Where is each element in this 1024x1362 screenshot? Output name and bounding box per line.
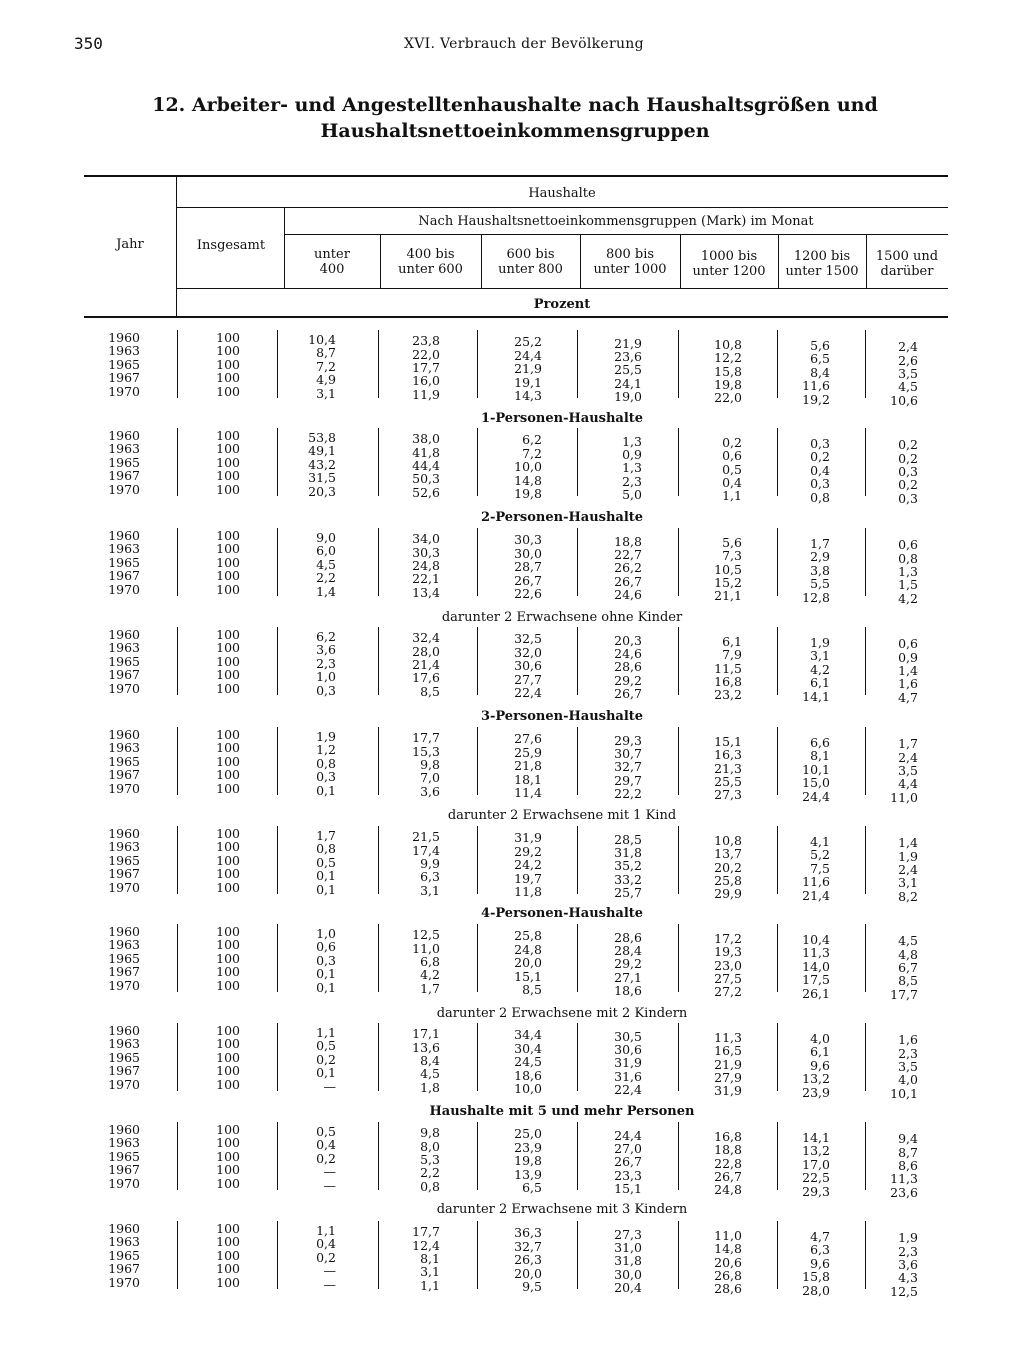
column-rule [477, 1122, 478, 1190]
value-column-7: 0,2 0,2 0,3 0,2 0,3 [898, 437, 918, 506]
column-rule [277, 528, 278, 596]
column-rule [777, 826, 778, 894]
column-rule [177, 826, 178, 894]
value-column-4: 30,5 30,6 31,9 31,6 22,4 [614, 1028, 642, 1098]
table-title-line-1: 12. Arbeiter- und Angestelltenhaushalte nach Haushaltsgrößen und [152, 94, 878, 116]
column-rule [577, 1023, 578, 1091]
column-rule [678, 330, 679, 398]
value-column-6: 4,1 5,2 7,5 11,6 21,4 [802, 834, 830, 903]
value-column-3: 36,3 32,7 26,3 20,0 9,5 [514, 1225, 542, 1295]
column-rule [777, 1023, 778, 1091]
column-rule [277, 627, 278, 695]
column-rule [477, 528, 478, 596]
column-rule [777, 924, 778, 992]
value-column-1: 1,1 0,5 0,2 0,1 — [316, 1025, 336, 1094]
column-rule [177, 1221, 178, 1289]
value-column-7: 0,6 0,9 1,4 1,6 4,7 [898, 636, 918, 705]
value-column-2: 17,7 15,3 9,8 7,0 3,6 [412, 730, 440, 799]
column-rule [865, 1122, 866, 1190]
value-column-2: 9,8 8,0 5,3 2,2 0,8 [420, 1125, 440, 1194]
value-column-5: 15,1 16,3 21,3 25,5 27,3 [714, 733, 742, 803]
header-group-1200-1500: 1200 bis unter 1500 [785, 249, 859, 279]
value-column-4: 24,4 27,0 26,7 23,3 15,1 [614, 1127, 642, 1197]
section-label: 2-Personen-Haushalte [480, 510, 644, 525]
section-label: 1-Personen-Haushalte [480, 411, 644, 426]
header-rule-haushalte [176, 207, 948, 208]
page-number: 350 [74, 34, 103, 53]
header-nach-gruppen: Nach Haushaltsnettoeinkommensgruppen (Mark) im Monat [418, 214, 814, 229]
header-haushalte: Haushalte [528, 186, 596, 201]
column-rule [678, 1221, 679, 1289]
value-column-6: 10,4 11,3 14,0 17,5 26,1 [802, 932, 830, 1001]
column-rule [177, 1023, 178, 1091]
column-rule [277, 330, 278, 398]
column-rule [378, 1122, 379, 1190]
column-rule [865, 528, 866, 596]
column-rule [277, 1221, 278, 1289]
header-group-1000-1200: 1000 bis unter 1200 [692, 249, 766, 279]
column-rule [577, 727, 578, 795]
column-rule [378, 924, 379, 992]
column-rule [678, 727, 679, 795]
header-jahr: Jahr [116, 237, 144, 252]
insgesamt-column: 100 100 100 100 100 [216, 727, 240, 796]
year-column: 1960 1963 1965 1967 1970 [108, 727, 140, 796]
year-column: 1960 1963 1965 1967 1970 [108, 428, 140, 497]
column-rule [277, 1122, 278, 1190]
value-column-2: 34,0 30,3 24,8 22,1 13,4 [412, 531, 440, 600]
column-rule [577, 924, 578, 992]
value-column-1: 1,0 0,6 0,3 0,1 0,1 [316, 926, 336, 995]
value-column-1: 6,2 3,6 2,3 1,0 0,3 [316, 629, 336, 698]
column-rule [678, 924, 679, 992]
column-rule [777, 1122, 778, 1190]
header-rule-groups [284, 234, 948, 235]
value-column-1: 1,7 0,8 0,5 0,1 0,1 [316, 828, 336, 897]
column-rule [777, 528, 778, 596]
value-column-7: 1,7 2,4 3,5 4,4 11,0 [890, 736, 918, 805]
column-rule [378, 727, 379, 795]
column-rule [477, 727, 478, 795]
insgesamt-column: 100 100 100 100 100 [216, 1221, 240, 1290]
year-column: 1960 1963 1965 1967 1970 [108, 826, 140, 895]
column-rule [577, 826, 578, 894]
year-column: 1960 1963 1965 1967 1970 [108, 1023, 140, 1092]
column-rule [777, 627, 778, 695]
column-rule [577, 627, 578, 695]
column-rule [865, 627, 866, 695]
column-rule [678, 1122, 679, 1190]
value-column-4: 27,3 31,0 31,8 30,0 20,4 [614, 1226, 642, 1296]
value-column-3: 31,9 29,2 24,2 19,7 11,8 [514, 830, 542, 900]
value-column-6: 4,0 6,1 9,6 13,2 23,9 [802, 1031, 830, 1100]
value-column-3: 6,2 7,2 10,0 14,8 19,8 [514, 432, 542, 502]
value-column-6: 1,7 2,9 3,8 5,5 12,8 [802, 536, 830, 605]
insgesamt-column: 100 100 100 100 100 [216, 826, 240, 895]
column-rule [177, 627, 178, 695]
value-column-5: 10,8 12,2 15,8 19,8 22,0 [714, 336, 742, 406]
value-column-5: 11,0 14,8 20,6 26,8 28,6 [714, 1227, 742, 1297]
header-bottom-rule [84, 316, 948, 318]
insgesamt-column: 100 100 100 100 100 [216, 1023, 240, 1092]
column-rule [277, 727, 278, 795]
value-column-4: 1,3 0,9 1,3 2,3 5,0 [622, 433, 642, 503]
column-rule [177, 1122, 178, 1190]
value-column-3: 25,0 23,9 19,8 13,9 6,5 [514, 1126, 542, 1196]
value-column-6: 1,9 3,1 4,2 6,1 14,1 [802, 635, 830, 704]
column-rule [378, 826, 379, 894]
column-rule [378, 428, 379, 496]
value-column-7: 4,5 4,8 6,7 8,5 17,7 [890, 933, 918, 1002]
value-column-5: 10,8 13,7 20,2 25,8 29,9 [714, 832, 742, 902]
table-title [120, 92, 910, 144]
insgesamt-column: 100 100 100 100 100 [216, 1122, 240, 1191]
value-column-6: 14,1 13,2 17,0 22,5 29,3 [802, 1130, 830, 1199]
value-column-2: 21,5 17,4 9,9 6,3 3,1 [412, 829, 440, 898]
insgesamt-column: 100 100 100 100 100 [216, 627, 240, 696]
value-column-3: 27,6 25,9 21,8 18,1 11,4 [514, 731, 542, 801]
year-column: 1960 1963 1965 1967 1970 [108, 330, 140, 399]
column-rule [177, 528, 178, 596]
column-rule [678, 826, 679, 894]
column-rule [277, 428, 278, 496]
column-rule [177, 428, 178, 496]
value-column-1: 53,8 49,1 43,2 31,5 20,3 [308, 430, 336, 499]
column-rule [477, 826, 478, 894]
value-column-6: 5,6 6,5 8,4 11,6 19,2 [802, 338, 830, 407]
column-rule [865, 428, 866, 496]
value-column-3: 34,4 30,4 24,5 18,6 10,0 [514, 1027, 542, 1097]
column-rule [378, 1023, 379, 1091]
column-rule [678, 428, 679, 496]
column-rule [378, 528, 379, 596]
value-column-6: 6,6 8,1 10,1 15,0 24,4 [802, 735, 830, 804]
value-column-3: 30,3 30,0 28,7 26,7 22,6 [514, 532, 542, 602]
value-column-4: 29,3 30,7 32,7 29,7 22,2 [614, 732, 642, 802]
value-column-3: 32,5 32,0 30,6 27,7 22,4 [514, 631, 542, 701]
column-rule [577, 528, 578, 596]
section-label: darunter 2 Erwachsene ohne Kinder [441, 610, 683, 625]
column-rule [177, 330, 178, 398]
column-rule [865, 727, 866, 795]
year-column: 1960 1963 1965 1967 1970 [108, 528, 140, 597]
table-title-line-2: Haushaltsnettoeinkommensgruppen [320, 120, 710, 142]
column-rule [378, 1221, 379, 1289]
value-column-5: 11,3 16,5 21,9 27,9 31,9 [714, 1029, 742, 1099]
header-rule-prozent [176, 288, 948, 289]
column-rule [477, 924, 478, 992]
header-group-1500-plus: 1500 und darüber [875, 249, 939, 279]
insgesamt-column: 100 100 100 100 100 [216, 330, 240, 399]
running-head: XVI. Verbrauch der Bevölkerung [404, 36, 644, 52]
value-column-6: 0,3 0,2 0,4 0,3 0,8 [810, 436, 830, 505]
header-insgesamt: Insgesamt [196, 238, 266, 253]
section-label: 3-Personen-Haushalte [480, 709, 644, 724]
column-rule [865, 826, 866, 894]
column-rule [678, 528, 679, 596]
value-column-2: 32,4 28,0 21,4 17,6 8,5 [412, 630, 440, 699]
value-column-7: 9,4 8,7 8,6 11,3 23,6 [890, 1131, 918, 1200]
column-rule [277, 924, 278, 992]
value-column-1: 0,5 0,4 0,2 — — [316, 1124, 336, 1193]
header-group-unter-400: unter 400 [314, 247, 350, 277]
column-rule [865, 924, 866, 992]
value-column-1: 10,4 8,7 7,2 4,9 3,1 [308, 332, 336, 401]
value-column-4: 18,8 22,7 26,2 26,7 24,6 [614, 533, 642, 603]
column-rule [577, 1122, 578, 1190]
value-column-4: 20,3 24,6 28,6 29,2 26,7 [614, 632, 642, 702]
insgesamt-column: 100 100 100 100 100 [216, 428, 240, 497]
value-column-2: 17,7 12,4 8,1 3,1 1,1 [412, 1224, 440, 1293]
value-column-7: 0,6 0,8 1,3 1,5 4,2 [898, 537, 918, 606]
column-rule [477, 1023, 478, 1091]
column-rule [577, 428, 578, 496]
column-rule [678, 1023, 679, 1091]
value-column-7: 1,4 1,9 2,4 3,1 8,2 [898, 835, 918, 904]
value-column-1: 9,0 6,0 4,5 2,2 1,4 [316, 530, 336, 599]
column-rule [577, 330, 578, 398]
year-column: 1960 1963 1965 1967 1970 [108, 627, 140, 696]
value-column-5: 16,8 18,8 22,8 26,7 24,8 [714, 1128, 742, 1198]
value-column-3: 25,2 24,4 21,9 19,1 14,3 [514, 334, 542, 404]
value-column-7: 1,9 2,3 3,6 4,3 12,5 [890, 1230, 918, 1299]
section-label: 4-Personen-Haushalte [480, 906, 644, 921]
column-rule [777, 330, 778, 398]
value-column-2: 17,1 13,6 8,4 4,5 1,8 [412, 1026, 440, 1095]
year-column: 1960 1963 1965 1967 1970 [108, 924, 140, 993]
column-rule [277, 1023, 278, 1091]
column-rule [865, 1023, 866, 1091]
column-rule [777, 1221, 778, 1289]
section-label: darunter 2 Erwachsene mit 3 Kindern [436, 1202, 688, 1217]
column-rule [477, 627, 478, 695]
header-group-400-600: 400 bis unter 600 [398, 247, 463, 277]
column-rule [865, 330, 866, 398]
column-rule [577, 1221, 578, 1289]
year-column: 1960 1963 1965 1967 1970 [108, 1221, 140, 1290]
value-column-2: 12,5 11,0 6,8 4,2 1,7 [412, 927, 440, 996]
value-column-5: 17,2 19,3 23,0 27,5 27,2 [714, 930, 742, 1000]
value-column-7: 2,4 2,6 3,5 4,5 10,6 [890, 339, 918, 408]
value-column-2: 38,0 41,8 44,4 50,3 52,6 [412, 431, 440, 500]
value-column-4: 21,9 23,6 25,5 24,1 19,0 [614, 335, 642, 405]
value-column-4: 28,6 28,4 29,2 27,1 18,6 [614, 929, 642, 999]
value-column-6: 4,7 6,3 9,6 15,8 28,0 [802, 1229, 830, 1298]
column-rule [477, 330, 478, 398]
column-rule [177, 727, 178, 795]
year-column: 1960 1963 1965 1967 1970 [108, 1122, 140, 1191]
column-rule [777, 428, 778, 496]
column-rule [865, 1221, 866, 1289]
column-rule [678, 627, 679, 695]
value-column-4: 28,5 31,8 35,2 33,2 25,7 [614, 831, 642, 901]
insgesamt-column: 100 100 100 100 100 [216, 528, 240, 597]
column-rule [277, 826, 278, 894]
header-prozent: Prozent [533, 297, 591, 312]
value-column-3: 25,8 24,8 20,0 15,1 8,5 [514, 928, 542, 998]
column-rule [378, 330, 379, 398]
section-label: Haushalte mit 5 und mehr Personen [429, 1104, 695, 1119]
insgesamt-column: 100 100 100 100 100 [216, 924, 240, 993]
column-rule [477, 428, 478, 496]
column-rule [378, 627, 379, 695]
value-column-2: 23,8 22,0 17,7 16,0 11,9 [412, 333, 440, 402]
value-column-1: 1,9 1,2 0,8 0,3 0,1 [316, 729, 336, 798]
section-label: darunter 2 Erwachsene mit 1 Kind [447, 808, 677, 823]
header-top-rule [84, 175, 948, 177]
section-label: darunter 2 Erwachsene mit 2 Kindern [436, 1006, 688, 1021]
value-column-5: 5,6 7,3 10,5 15,2 21,1 [714, 534, 742, 604]
column-rule [477, 1221, 478, 1289]
value-column-5: 6,1 7,9 11,5 16,8 23,2 [714, 633, 742, 703]
column-rule [177, 924, 178, 992]
header-group-800-1000: 800 bis unter 1000 [593, 247, 667, 277]
value-column-1: 1,1 0,4 0,2 — — [316, 1223, 336, 1292]
column-rule [777, 727, 778, 795]
header-group-600-800: 600 bis unter 800 [498, 247, 563, 277]
value-column-7: 1,6 2,3 3,5 4,0 10,1 [890, 1032, 918, 1101]
value-column-5: 0,2 0,6 0,5 0,4 1,1 [722, 434, 742, 504]
